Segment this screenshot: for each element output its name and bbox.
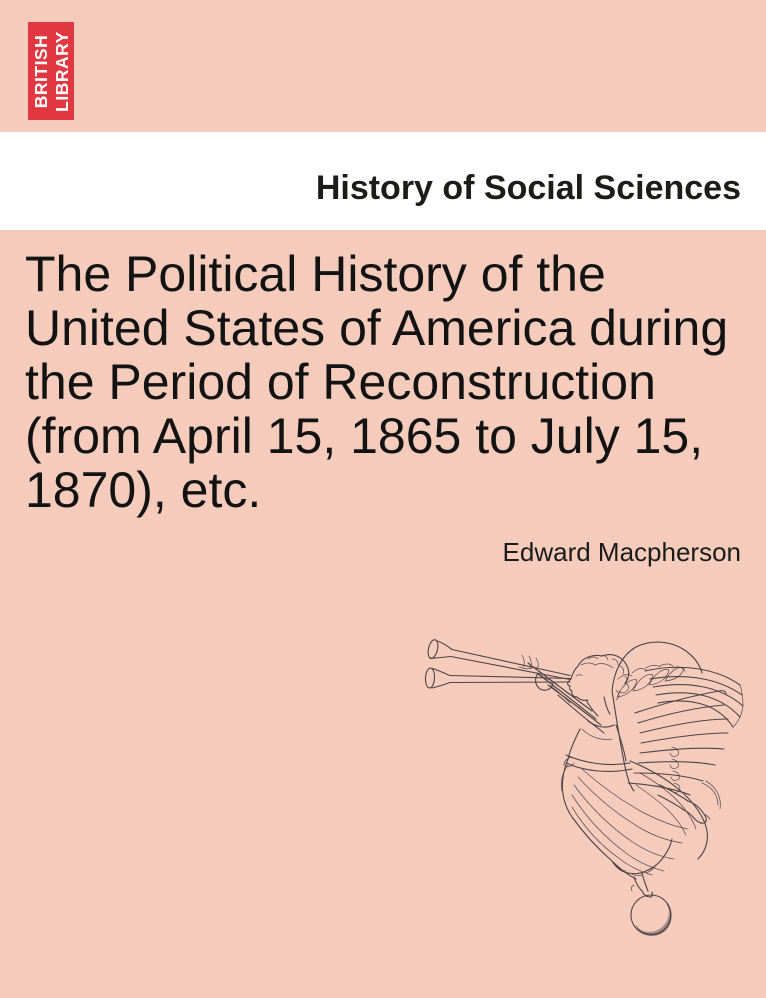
main-wing (612, 642, 728, 795)
british-library-logo (28, 22, 74, 120)
angel-trumpets-illustration (420, 633, 745, 938)
far-wing (645, 667, 743, 727)
title-line-4: (from April 15, 1865 to July 15, (25, 408, 704, 464)
british-library-wordmark (31, 31, 72, 112)
title-line-3: the Period of Reconstruction (25, 354, 656, 410)
legs-feet (631, 785, 710, 897)
title-line-5: 1870), etc. (25, 462, 262, 518)
title-line-2: United States of America during (25, 300, 729, 356)
sphere (631, 895, 671, 936)
logo-line-british: BRITISH (30, 34, 51, 108)
series-title: History of Social Sciences (315, 168, 741, 207)
torso-drapery (561, 721, 720, 879)
trumpets-icon (425, 639, 570, 688)
author-name: Edward Macpherson (502, 537, 741, 567)
logo-line-library: LIBRARY (51, 30, 72, 112)
book-title (25, 247, 728, 517)
series-banner (0, 132, 766, 230)
title-line-1: The Political History of the (25, 246, 606, 302)
